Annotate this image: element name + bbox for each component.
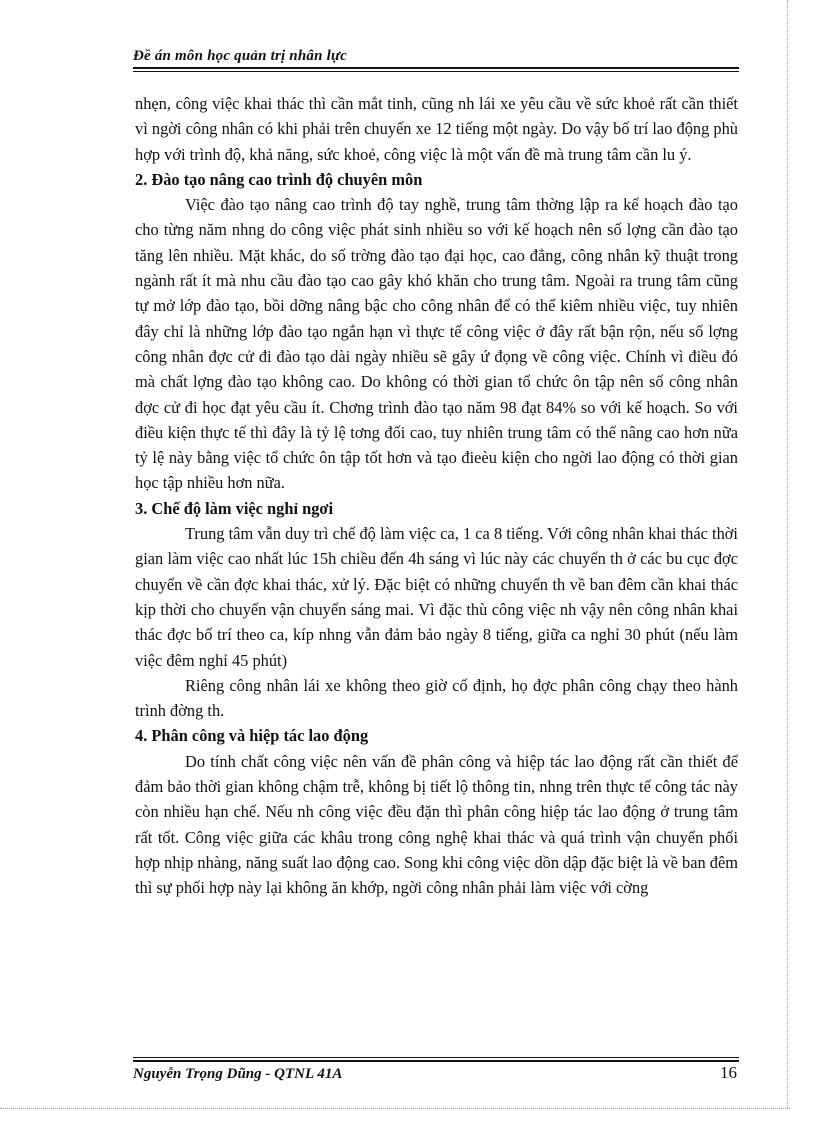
footer-rule (133, 1060, 739, 1062)
header-title: Đề án môn học quản trị nhân lực (133, 48, 347, 64)
paragraph-training: Việc đào tạo nâng cao trình độ tay nghề, trung tâm thờng lập ra kế hoạch đào tạo cho từng năm nhng do công việc phát sinh nhiều so với kế hoạch nên số lợng cần đào tạo tăng lên nhiều. Mặt khác, do số trờng đào tạo đại học, cao đẳng, công nhân kỹ thuật trong ngành rất ít mà nhu cầu đào tạo cao gây khó khăn cho trung tâm. Ngoài ra trung tâm cũng tự mở lớp đào tạo, bồi dỡng nâng bậc cho công nhân để có thể kiêm nhiều việc, tuy nhiên đây chỉ là những lớp đào tạo ngắn hạn vì thực tế công việc ở đây rất bận rộn, nếu số lợng công nhân đợc cử đi đào tạo dài ngày nhiều sẽ gây ứ đọng về công việc. Chính vì điều đó mà chất lợng đào tạo không cao. Do không có thời gian tổ chức ôn tập nên số công nhân đợc cử đi học đạt yêu cầu ít. Chơng trình đào tạo năm 98 đạt 84% so với kế hoạch. So với điều kiện thực tế thì đây là tỷ lệ tơng đối cao, tuy nhiên trung tâm có thể nâng cao hơn nữa tỷ lệ này bằng việc tổ chức ôn tập tốt hơn và tạo đieèu kiện cho ngời lao động có thời gian học tập nhiều hơn nữa. (135, 195, 738, 493)
section-heading-work-rest: 3. Chế độ làm việc nghỉ ngơi (135, 498, 334, 518)
footer-rule-thin (133, 1057, 739, 1058)
page-border-bottom (0, 1108, 790, 1109)
page-footer (133, 1057, 739, 1083)
header-rule (133, 67, 739, 69)
footer-author: Nguyễn Trọng Dũng - QTNL 41A (133, 1066, 343, 1082)
paragraph-cooperation: Do tính chất công việc nên vấn đề phân công và hiệp tác lao động rất cần thiết để đảm bảo thời gian không chậm trễ, không bị tiết lộ thông tin, nhng trên thực tế công tác này còn nhiều hạn chế. Nếu nh công việc đều đặn thì phân công hiệp tác lao động ở trung tâm rất tốt. Công việc giữa các khâu trong công nghệ khai thác và quá trình vận chuyển phối hợp nhịp nhàng, năng suất lao động cao. Song khi công việc dồn dập đặc biệt là về ban đêm thì sự phối hợp này lại không ăn khớp, ngời công nhân phải làm việc với cờng (135, 751, 738, 898)
section-heading-training: 2. Đào tạo nâng cao trình độ chuyên môn (135, 169, 423, 189)
page-border-right (787, 0, 788, 1108)
header-rule-thin (133, 71, 739, 72)
document-body (135, 91, 738, 901)
paragraph-intro: nhẹn, công việc khai thác thì cần mắt tinh, cũng nh lái xe yêu cầu về sức khoẻ rất cần thiết vì ngời công nhân có khi phải trên chuyến xe 12 tiếng một ngày. Do vậy bố trí lao động phù hợp với trình độ, khả năng, sức khoẻ, công việc là một vấn đề mà trung tâm cần lu ý. (135, 94, 738, 164)
page-header (133, 46, 739, 72)
paragraph-work-shifts: Trung tâm vẫn duy trì chế độ làm việc ca, 1 ca 8 tiếng. Với công nhân khai thác thời gian làm việc cao nhất lúc 15h chiều đến 4h sáng vì lúc này các chuyến th ở các bu cục đợc chuyển về cần đợc khai thác, xử lý. Đặc biệt có những chuyến th về ban đêm cần khai thác kịp thời cho chuyến vận chuyển sáng mai. Vì đặc thù công việc nh vậy nên công nhân khai thác đợc bố trí theo ca, kíp nhng vẫn đảm bảo ngày 8 tiếng, giữa ca nghỉ 30 phút (nếu làm việc đêm nghỉ 45 phút) (135, 524, 738, 670)
section-heading-cooperation: 4. Phân công và hiệp tác lao động (135, 726, 369, 746)
page-number: 16 (720, 1063, 737, 1082)
paragraph-drivers: Riêng công nhân lái xe không theo giờ cố định, họ đợc phân công chạy theo hành trình đờng th. (135, 675, 738, 721)
